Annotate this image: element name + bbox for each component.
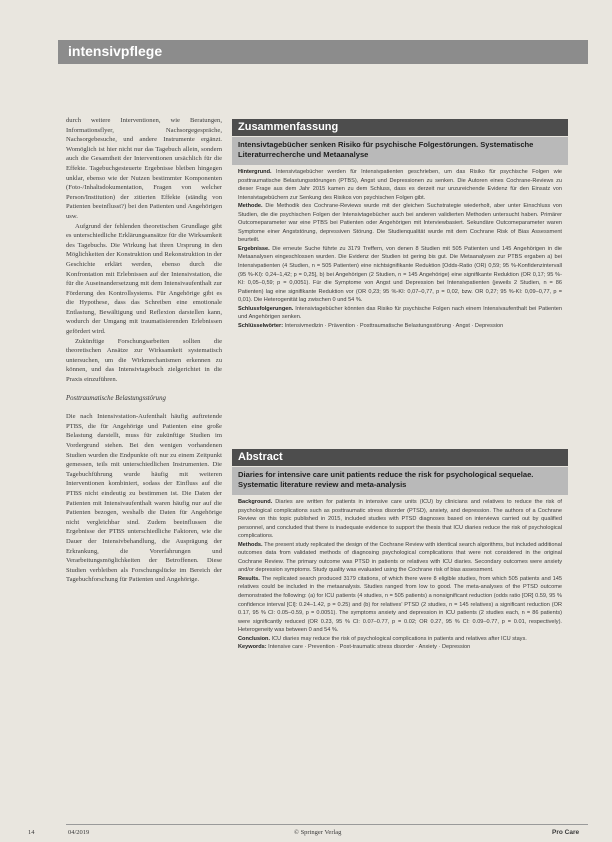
summary-de-label: Hintergrund. <box>238 169 272 175</box>
summary-de-body <box>232 168 568 442</box>
summary-de-text: Intensivtagebücher könnten das Risiko für psychische Folgen nach einem Intensivaufenthalt bei Patienten und Angehörigen senken. <box>238 305 562 321</box>
left-column <box>66 116 222 816</box>
summary-de-section <box>238 305 562 322</box>
summary-de-text: Intensivtagebücher werden für Intensivpatienten geschrieben, um das Risiko für psychische Folgen wie posttraumatische Belastungsstörungen (PTBS), Angst und Depressionen zu senken. Die Autoren eines Cochrane-Reviews zu dieser Frage aus dem Jahr 2015 kamen zu dem Schluss, dass es derzeit nur unzureichende Evidenz für den Einsatz von Intensivtagebüchern zur Senkung des Risikos von psychischen Folgen gibt. <box>238 169 562 201</box>
summary-de-text: Die Methodik des Cochrane-Reviews wurde mit der gleichen Suchstrategie wiederholt, aber unter Einschluss von Studien, die die psychischen Folgen der Intensivtagebücher auch bei anderen validierten Methoden untersucht haben. Primärer Outcomeparameter war eine PTBS bei Patienten oder Angehörigen mit Interviewbasiert. Sekundäre Outcomeparameter waren Symptome einer Angststörung, depressiven Störung. Die Studienqualität wurde mit dem Cochrane Risk of Bias Assessment beurteilt. <box>238 203 562 244</box>
summary-en-section <box>238 575 562 635</box>
left-paragraph: Zukünftige Forschungsarbeiten sollten die theoretischen Ansätze zur Wirksamkeit systematisch untersuchen, um die Wirkmechanismen erkennen zu können, und das Intensivtagebuch zielgerichtet in die Praxis einzuführen. <box>66 337 222 384</box>
summary-en-section <box>238 541 562 575</box>
issue-label: 04/2019 <box>68 829 90 836</box>
summary-en-label: Conclusion. <box>238 635 271 642</box>
summary-en-text: Intensive care · Prevention · Post-traumatic stress disorder · Anxiety · Depression <box>268 644 471 651</box>
publisher-label: © Springer Verlag <box>294 829 342 836</box>
summary-de-text: Intensivmedizin · Prävention · Posttraumatische Belastungsstörung · Angst · Depression <box>284 322 504 329</box>
summary-en-label: Results. <box>238 575 260 582</box>
summary-de-label: Schlussfolgerungen. <box>238 305 294 312</box>
journal-label: Pro Care <box>552 829 580 836</box>
left-paragraph: durch weitere Interventionen, wie Beratungen, Informationsflyer, Nachsorgegespräche, Nachsorgebesuche, und andere Instrumente ergänzt. Womöglich ist hier nicht nur das Tagebuch allein, sondern auch die Gesamtheit der Interventionen ursächlich für die Effekte. Tagebuchgesteuerte Ergebnisse bleiben hingegen unklar, ebenso wie der Nutzen bestimmter Komponenten (Foto-/Inhaltsdokumentation, Fragen von welcher Person/Institution) der zitierten Effekte (ständig von Patienten beeinflusst?) bei den Patienten und Angehörigen usw. <box>66 117 222 220</box>
summary-en-heading: Abstract <box>232 449 568 466</box>
summary-en-section <box>238 635 562 644</box>
page-number: 14 <box>28 829 35 836</box>
summary-en-text: The present study replicated the design of the Cochrane Review with identical search algorithms, but included additional outcomes data from validated methods of diagnosing psychological complications that were not considered in the original Cochrane Review. The primary outcome was PTSD in patients or relatives with ICU diaries. Secondary outcomes were anxiety and/or depression symptoms. Study quality was evaluated using the Cochrane risk of bias assessment. <box>238 541 562 574</box>
footer-rule <box>66 824 588 825</box>
summary-en-subtitle: Diaries for intensive care unit patients reduce the risk for psychological sequelae. Systematic literature review and meta-analysis <box>232 467 568 495</box>
left-paragraph: Die nach Intensivstation-Aufenthalt häufig auftretende PTBS, die für Angehörige und Patienten eine große Belastung darstellt, muss für zukünftige Studien im Vordergrund stehen. Bei den wenigen vorhandenen Studien wurden die Endpunkte oft nur zu einem Zeitpunkt gemessen, teils mit unterschiedlichen Instrumenten. Die Tagebuchführung wurde häufig mit weiteren Interventionen kombiniert, sodass der Einfluss auf die PTBS nicht eindeutig zu bestimmen ist. Die Daten der Patienten mit Intensivaufenthalt waren häufig nur auf die Patienten bezogen, weshalb die Daten für Angehörige nicht vergleichbar sind. Zudem beeinflussen die Ergebnisse der PTBS unterschiedliche Faktoren, wie die Dauer der Intensivbehandlung, die Ausprägung der Erkrankung, die Vorerfahrungen und Verarbeitungsmöglichkeiten der Betroffenen. Diese Studien verbleiben als Forschungslücke im Bereich der Tagebuchforschung für Patienten und Angehörige. <box>66 413 222 584</box>
summary-en-section <box>238 643 562 652</box>
summary-de-section <box>238 202 562 245</box>
summary-en-text: ICU diaries may reduce the risk of psychological complications in patients and relatives after ICU stays. <box>271 635 527 642</box>
summary-de-label: Ergebnisse. <box>238 245 270 252</box>
summary-de-label: Schlüsselwörter: <box>238 322 284 329</box>
section-header <box>58 40 588 64</box>
summary-en-label: Background. <box>238 499 273 505</box>
summary-de-heading: Zusammenfassung <box>232 119 568 136</box>
summary-de-section <box>238 168 562 202</box>
summary-en-label: Keywords: <box>238 644 267 651</box>
summary-de-label: Methode. <box>238 203 263 210</box>
summary-en-text: Diaries are written for patients in intensive care units (ICU) by clinicians and relatives to reduce the risk of psychological complications such as posttraumatic stress disorder (PTSD), anxiety, and depression. The authors of a Cochrane Review on this topic published in 2015, included studies with PTSD diagnoses based on interviews carried out by qualified personnel, and concluded that there is inadequate evidence to support the thesis that ICU diaries reduce the risk of psychological complications. <box>238 499 562 540</box>
summary-de-subtitle: Intensivtagebücher senken Risiko für psychische Folgestörungen. Systematische Literaturrecherche und Metaanalyse <box>232 137 568 165</box>
summary-en-label: Methods. <box>238 541 263 548</box>
left-subheading: Posttraumatische Belastungsstörung <box>66 394 166 402</box>
summary-en-section <box>238 498 562 541</box>
summary-de-section <box>238 245 562 305</box>
summary-en-body <box>232 498 568 813</box>
left-paragraph: Aufgrund der fehlenden theoretischen Grundlage gibt es unterschiedliche Erklärungsansätze für die Wirksamkeit des Tagebuchs. Die Wirkung hat ihren Ursprung in den Möglichkeiten der Konstruktion und Rekonstruktion in der Geschichte erklärt werden, ebenso durch die Konfrontation mit Erlebnissen auf der Intensivstation, die für die Auseinandersetzung mit dem Intensivaufenthalt zur Förderung des Kontrollsystems. Für Angehörige gibt es die Hypothese, dass das Schreiben eine emotionale Entlastung, Bewältigung und Reflexion darstellen kann, wodurch der Umgang mit traumatisierenden Erlebnissen gefördert wird. <box>66 222 222 336</box>
summary-de-section <box>238 322 562 331</box>
summary-de-text: Die erneute Suche führte zu 3179 Treffern, von denen 8 Studien mit 505 Patienten und 145 Angehörigen in die Metaanalysen eingeschlossen wurden. Die Evidenz der Studien ist gering bis gut. Die Metaanalysen zur PTBS ergaben a) bei Intensivpatienten (4 Studien, n = 505 Patienten) eine nichtsignifikante Reduktion [Odds-Ratio (OR) 0,59; 95 %-Konfidenzintervall (95 %-KI): 0,24–1,42; p = 0,25], b) bei Angehörigen (2 Studien, n = 145 Angehörige) eine signifikante Reduktion (OR 0,17; 95 %-KI: 0,05–0,59; p = 0,0051). Für die Symptome von Angst und Depression bei Intensivpatienten (jeweils 2 Studien, n = 86 Patienten) lag eine signifikante Reduktion vor (OR 0,23; 95 %-KI: 0,07–0,77, p = 0,02, bzw. OR 0,27; 95 %-KI: 0,09–0,77, p = 0,01). Die Heterogenität lag zwischen 0 und 54 %. <box>238 245 562 304</box>
section-title: intensivpflege <box>68 43 163 59</box>
summary-en-text: The replicated search produced 3179 citations, of which there were 8 eligible studies, from which 505 patients and 145 relatives could be included in the metaanalysis. Studies ranged from low to good. The meta-analyses of the PTSD outcome demonstrated the following: (a) for ICU patients (4 studies, n = 505 patients) a nonsignificant reduction (odds ratio [OR] 0.59, 95 % confidence interval [CI]: 0.24–1.42, p = 0.25) and (b) for relatives' PTSD (2 studies, n = 145 relatives) a significant reduction (OR 0.17, 95 % CI: 0.05–0.59, p = 0.0051). The symptoms anxiety and depression in ICU patients (2 studies each, n = 86 patients) were significantly reduced (OR 0.23, 95 % CI: 0.07–0.77, p = 0.02; OR 0.27, 95 % CI: 0.09–0.77, p = 0.01, respectively). Heterogeneity was between 0 and 54 %. <box>238 575 562 634</box>
